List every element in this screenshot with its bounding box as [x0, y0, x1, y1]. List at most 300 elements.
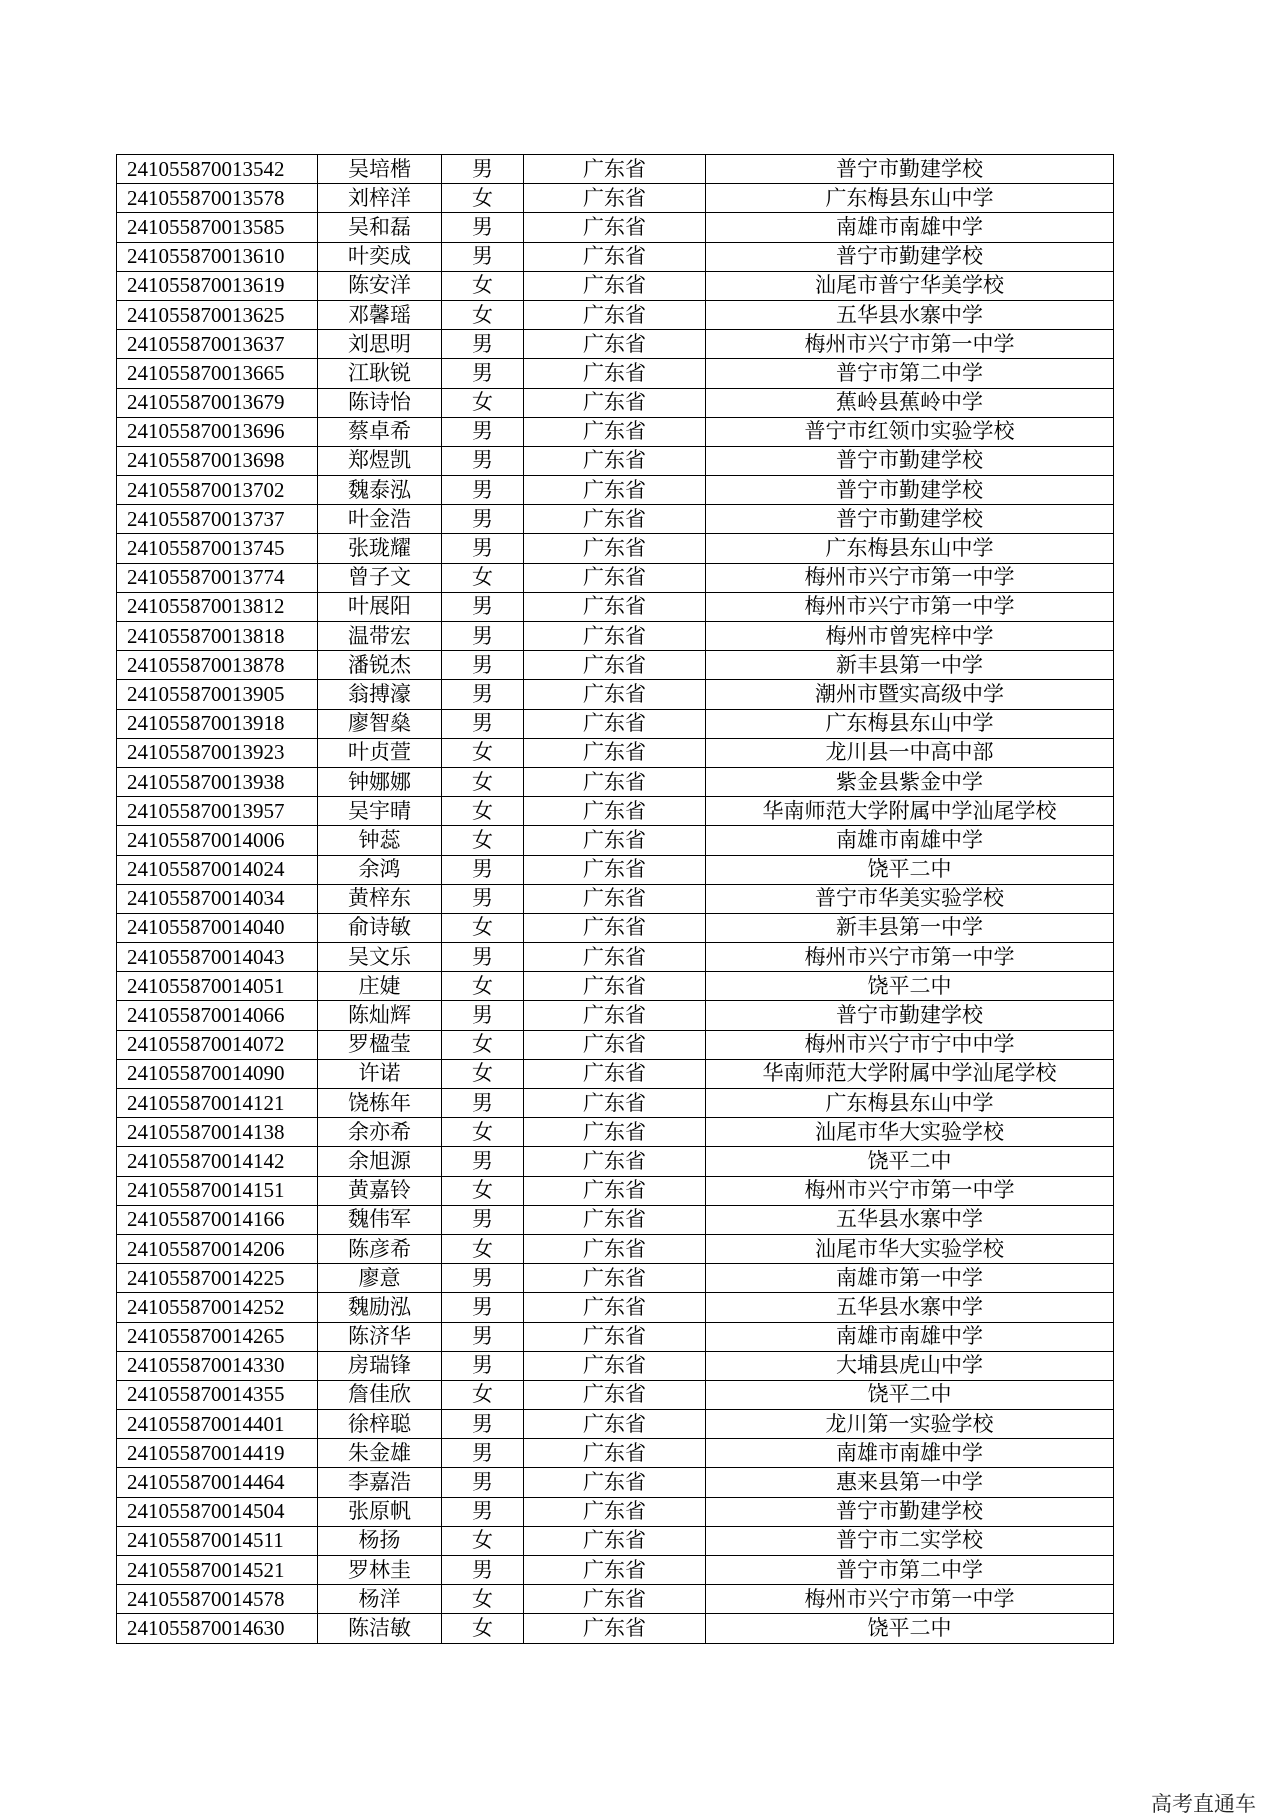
table-row: [117, 359, 1114, 388]
province-cell: 广东省: [524, 359, 706, 388]
gender-cell: 男: [442, 330, 524, 359]
candidate-id-cell: 241055870013737: [117, 505, 318, 534]
school-cell: 南雄市南雄中学: [706, 213, 1114, 242]
gender-cell: 女: [442, 738, 524, 767]
candidate-id-cell: 241055870014151: [117, 1176, 318, 1205]
candidate-id-cell: 241055870014066: [117, 1001, 318, 1030]
province-cell: 广东省: [524, 242, 706, 271]
table-row: [117, 1176, 1114, 1205]
table-row: [117, 1351, 1114, 1380]
table-row: [117, 242, 1114, 271]
province-cell: 广东省: [524, 1410, 706, 1439]
table-row: [117, 446, 1114, 475]
name-cell: 吴宇晴: [318, 797, 442, 826]
school-cell: 五华县水寨中学: [706, 1205, 1114, 1234]
table-row: [117, 1030, 1114, 1059]
candidate-id-cell: 241055870014265: [117, 1322, 318, 1351]
name-cell: 罗林圭: [318, 1556, 442, 1585]
province-cell: 广东省: [524, 1322, 706, 1351]
province-cell: 广东省: [524, 972, 706, 1001]
gender-cell: 男: [442, 622, 524, 651]
table-row: [117, 622, 1114, 651]
gender-cell: 男: [442, 1293, 524, 1322]
gender-cell: 男: [442, 884, 524, 913]
school-cell: 普宁市二实学校: [706, 1526, 1114, 1555]
candidate-id-cell: 241055870013679: [117, 388, 318, 417]
candidate-id-cell: 241055870014142: [117, 1147, 318, 1176]
table-row: [117, 155, 1114, 184]
name-cell: 余鸿: [318, 855, 442, 884]
province-cell: 广东省: [524, 388, 706, 417]
school-cell: 五华县水寨中学: [706, 300, 1114, 329]
school-cell: 梅州市兴宁市第一中学: [706, 943, 1114, 972]
province-cell: 广东省: [524, 1468, 706, 1497]
gender-cell: 女: [442, 300, 524, 329]
province-cell: 广东省: [524, 943, 706, 972]
school-cell: 普宁市华美实验学校: [706, 884, 1114, 913]
candidate-id-cell: 241055870014006: [117, 826, 318, 855]
gender-cell: 男: [442, 213, 524, 242]
candidate-id-cell: 241055870014072: [117, 1030, 318, 1059]
candidate-id-cell: 241055870013585: [117, 213, 318, 242]
name-cell: 黄梓东: [318, 884, 442, 913]
table-row: [117, 738, 1114, 767]
school-cell: 饶平二中: [706, 1380, 1114, 1409]
name-cell: 邓馨瑶: [318, 300, 442, 329]
name-cell: 张原帆: [318, 1497, 442, 1526]
gender-cell: 女: [442, 563, 524, 592]
name-cell: 江耿锐: [318, 359, 442, 388]
name-cell: 曾子文: [318, 563, 442, 592]
name-cell: 朱金雄: [318, 1439, 442, 1468]
table-row: [117, 884, 1114, 913]
name-cell: 吴培楷: [318, 155, 442, 184]
gender-cell: 女: [442, 388, 524, 417]
province-cell: 广东省: [524, 417, 706, 446]
name-cell: 叶展阳: [318, 592, 442, 621]
table-row: [117, 1585, 1114, 1614]
table-row: [117, 213, 1114, 242]
name-cell: 刘思明: [318, 330, 442, 359]
name-cell: 余亦希: [318, 1118, 442, 1147]
gender-cell: 男: [442, 943, 524, 972]
school-cell: 五华县水寨中学: [706, 1293, 1114, 1322]
name-cell: 杨洋: [318, 1585, 442, 1614]
gender-cell: 男: [442, 1439, 524, 1468]
province-cell: 广东省: [524, 884, 706, 913]
gender-cell: 男: [442, 1410, 524, 1439]
name-cell: 叶金浩: [318, 505, 442, 534]
school-cell: 汕尾市华大实验学校: [706, 1118, 1114, 1147]
gender-cell: 男: [442, 476, 524, 505]
candidate-id-cell: 241055870014206: [117, 1234, 318, 1263]
gender-cell: 男: [442, 359, 524, 388]
name-cell: 叶贞萱: [318, 738, 442, 767]
gender-cell: 女: [442, 1614, 524, 1643]
table-row: [117, 826, 1114, 855]
province-cell: 广东省: [524, 476, 706, 505]
candidate-id-cell: 241055870014630: [117, 1614, 318, 1643]
school-cell: 新丰县第一中学: [706, 913, 1114, 942]
school-cell: 梅州市曾宪梓中学: [706, 622, 1114, 651]
gender-cell: 女: [442, 1585, 524, 1614]
school-cell: 饶平二中: [706, 972, 1114, 1001]
gender-cell: 女: [442, 1234, 524, 1263]
candidate-id-cell: 241055870013918: [117, 709, 318, 738]
name-cell: 魏励泓: [318, 1293, 442, 1322]
table-row: [117, 855, 1114, 884]
school-cell: 广东梅县东山中学: [706, 709, 1114, 738]
gender-cell: 男: [442, 1322, 524, 1351]
province-cell: 广东省: [524, 1526, 706, 1555]
name-cell: 陈安洋: [318, 271, 442, 300]
province-cell: 广东省: [524, 1614, 706, 1643]
candidate-id-cell: 241055870013696: [117, 417, 318, 446]
school-cell: 梅州市兴宁市第一中学: [706, 1585, 1114, 1614]
province-cell: 广东省: [524, 1001, 706, 1030]
gender-cell: 男: [442, 505, 524, 534]
school-cell: 华南师范大学附属中学汕尾学校: [706, 1059, 1114, 1088]
province-cell: 广东省: [524, 1147, 706, 1176]
candidate-id-cell: 241055870014051: [117, 972, 318, 1001]
name-cell: 俞诗敏: [318, 913, 442, 942]
province-cell: 广东省: [524, 1118, 706, 1147]
gender-cell: 男: [442, 1556, 524, 1585]
province-cell: 广东省: [524, 826, 706, 855]
gender-cell: 女: [442, 826, 524, 855]
name-cell: 魏伟军: [318, 1205, 442, 1234]
table-row: [117, 534, 1114, 563]
gender-cell: 女: [442, 1526, 524, 1555]
name-cell: 陈洁敏: [318, 1614, 442, 1643]
table-row: [117, 1234, 1114, 1263]
school-cell: 普宁市勤建学校: [706, 476, 1114, 505]
table-row: [117, 913, 1114, 942]
province-cell: 广东省: [524, 563, 706, 592]
gender-cell: 女: [442, 797, 524, 826]
roster-body: [117, 155, 1114, 1644]
table-row: [117, 505, 1114, 534]
gender-cell: 女: [442, 1030, 524, 1059]
candidate-id-cell: 241055870014578: [117, 1585, 318, 1614]
school-cell: 龙川县一中高中部: [706, 738, 1114, 767]
school-cell: 梅州市兴宁市第一中学: [706, 1176, 1114, 1205]
province-cell: 广东省: [524, 271, 706, 300]
candidate-id-cell: 241055870013665: [117, 359, 318, 388]
candidate-id-cell: 241055870014040: [117, 913, 318, 942]
school-cell: 蕉岭县蕉岭中学: [706, 388, 1114, 417]
table-row: [117, 1147, 1114, 1176]
table-row: [117, 943, 1114, 972]
candidate-id-cell: 241055870014419: [117, 1439, 318, 1468]
table-row: [117, 330, 1114, 359]
table-row: [117, 1118, 1114, 1147]
name-cell: 饶栋年: [318, 1089, 442, 1118]
name-cell: 詹佳欣: [318, 1380, 442, 1409]
candidate-id-cell: 241055870014024: [117, 855, 318, 884]
candidate-id-cell: 241055870013698: [117, 446, 318, 475]
province-cell: 广东省: [524, 1380, 706, 1409]
name-cell: 李嘉浩: [318, 1468, 442, 1497]
school-cell: 普宁市红领巾实验学校: [706, 417, 1114, 446]
gender-cell: 男: [442, 1205, 524, 1234]
candidate-id-cell: 241055870014521: [117, 1556, 318, 1585]
table-row: [117, 1497, 1114, 1526]
gender-cell: 女: [442, 1059, 524, 1088]
school-cell: 龙川第一实验学校: [706, 1410, 1114, 1439]
name-cell: 钟蕊: [318, 826, 442, 855]
school-cell: 梅州市兴宁市第一中学: [706, 563, 1114, 592]
school-cell: 梅州市兴宁市第一中学: [706, 330, 1114, 359]
school-cell: 普宁市第二中学: [706, 1556, 1114, 1585]
name-cell: 罗楹莹: [318, 1030, 442, 1059]
name-cell: 余旭源: [318, 1147, 442, 1176]
name-cell: 许诺: [318, 1059, 442, 1088]
province-cell: 广东省: [524, 592, 706, 621]
table-row: [117, 1322, 1114, 1351]
table-row: [117, 388, 1114, 417]
gender-cell: 女: [442, 913, 524, 942]
gender-cell: 女: [442, 184, 524, 213]
table-row: [117, 1556, 1114, 1585]
province-cell: 广东省: [524, 855, 706, 884]
table-row: [117, 1059, 1114, 1088]
school-cell: 普宁市勤建学校: [706, 1001, 1114, 1030]
school-cell: 饶平二中: [706, 1614, 1114, 1643]
school-cell: 新丰县第一中学: [706, 651, 1114, 680]
province-cell: 广东省: [524, 1585, 706, 1614]
table-row: [117, 1380, 1114, 1409]
name-cell: 房瑞锋: [318, 1351, 442, 1380]
province-cell: 广东省: [524, 1030, 706, 1059]
candidate-id-cell: 241055870014330: [117, 1351, 318, 1380]
school-cell: 大埔县虎山中学: [706, 1351, 1114, 1380]
table-row: [117, 476, 1114, 505]
table-row: [117, 709, 1114, 738]
gender-cell: 男: [442, 651, 524, 680]
table-row: [117, 1526, 1114, 1555]
school-cell: 饶平二中: [706, 1147, 1114, 1176]
table-row: [117, 300, 1114, 329]
name-cell: 廖智燊: [318, 709, 442, 738]
school-cell: 梅州市兴宁市宁中中学: [706, 1030, 1114, 1059]
candidate-id-cell: 241055870013637: [117, 330, 318, 359]
table-row: [117, 1468, 1114, 1497]
name-cell: 魏泰泓: [318, 476, 442, 505]
school-cell: 南雄市南雄中学: [706, 1439, 1114, 1468]
table-row: [117, 1614, 1114, 1643]
school-cell: 惠来县第一中学: [706, 1468, 1114, 1497]
province-cell: 广东省: [524, 1176, 706, 1205]
province-cell: 广东省: [524, 1556, 706, 1585]
table-row: [117, 767, 1114, 796]
candidate-id-cell: 241055870013774: [117, 563, 318, 592]
table-row: [117, 1439, 1114, 1468]
candidate-id-cell: 241055870013878: [117, 651, 318, 680]
candidate-id-cell: 241055870014464: [117, 1468, 318, 1497]
candidate-id-cell: 241055870014355: [117, 1380, 318, 1409]
province-cell: 广东省: [524, 622, 706, 651]
name-cell: 钟娜娜: [318, 767, 442, 796]
table-row: [117, 1264, 1114, 1293]
school-cell: 广东梅县东山中学: [706, 1089, 1114, 1118]
province-cell: 广东省: [524, 330, 706, 359]
province-cell: 广东省: [524, 1089, 706, 1118]
school-cell: 广东梅县东山中学: [706, 534, 1114, 563]
table-row: [117, 1410, 1114, 1439]
school-cell: 紫金县紫金中学: [706, 767, 1114, 796]
school-cell: 汕尾市普宁华美学校: [706, 271, 1114, 300]
name-cell: 翁搏濠: [318, 680, 442, 709]
table-row: [117, 563, 1114, 592]
name-cell: 徐梓聪: [318, 1410, 442, 1439]
candidate-id-cell: 241055870014504: [117, 1497, 318, 1526]
watermark-text: 高考直通车: [1151, 1792, 1256, 1816]
name-cell: 庄婕: [318, 972, 442, 1001]
school-cell: 潮州市暨实高级中学: [706, 680, 1114, 709]
name-cell: 潘锐杰: [318, 651, 442, 680]
gender-cell: 女: [442, 271, 524, 300]
gender-cell: 男: [442, 680, 524, 709]
table-row: [117, 184, 1114, 213]
school-cell: 普宁市勤建学校: [706, 1497, 1114, 1526]
gender-cell: 女: [442, 767, 524, 796]
province-cell: 广东省: [524, 155, 706, 184]
candidate-id-cell: 241055870014166: [117, 1205, 318, 1234]
school-cell: 梅州市兴宁市第一中学: [706, 592, 1114, 621]
name-cell: 叶奕成: [318, 242, 442, 271]
candidate-id-cell: 241055870014252: [117, 1293, 318, 1322]
province-cell: 广东省: [524, 680, 706, 709]
province-cell: 广东省: [524, 1264, 706, 1293]
province-cell: 广东省: [524, 651, 706, 680]
table-row: [117, 651, 1114, 680]
school-cell: 南雄市第一中学: [706, 1264, 1114, 1293]
name-cell: 吴和磊: [318, 213, 442, 242]
candidate-id-cell: 241055870014090: [117, 1059, 318, 1088]
admission-roster-table: [116, 154, 1114, 1644]
name-cell: 温带宏: [318, 622, 442, 651]
school-cell: 广东梅县东山中学: [706, 184, 1114, 213]
province-cell: 广东省: [524, 1293, 706, 1322]
province-cell: 广东省: [524, 738, 706, 767]
gender-cell: 男: [442, 1468, 524, 1497]
school-cell: 南雄市南雄中学: [706, 826, 1114, 855]
school-cell: 普宁市第二中学: [706, 359, 1114, 388]
gender-cell: 男: [442, 1089, 524, 1118]
name-cell: 蔡卓希: [318, 417, 442, 446]
gender-cell: 男: [442, 1264, 524, 1293]
gender-cell: 男: [442, 709, 524, 738]
gender-cell: 男: [442, 446, 524, 475]
gender-cell: 男: [442, 534, 524, 563]
province-cell: 广东省: [524, 446, 706, 475]
school-cell: 普宁市勤建学校: [706, 505, 1114, 534]
school-cell: 普宁市勤建学校: [706, 155, 1114, 184]
gender-cell: 男: [442, 1497, 524, 1526]
candidate-id-cell: 241055870013578: [117, 184, 318, 213]
province-cell: 广东省: [524, 505, 706, 534]
gender-cell: 男: [442, 1351, 524, 1380]
candidate-id-cell: 241055870013702: [117, 476, 318, 505]
school-cell: 华南师范大学附属中学汕尾学校: [706, 797, 1114, 826]
gender-cell: 男: [442, 1001, 524, 1030]
candidate-id-cell: 241055870014225: [117, 1264, 318, 1293]
candidate-id-cell: 241055870013745: [117, 534, 318, 563]
school-cell: 饶平二中: [706, 855, 1114, 884]
candidate-id-cell: 241055870013818: [117, 622, 318, 651]
candidate-id-cell: 241055870014043: [117, 943, 318, 972]
table-row: [117, 1293, 1114, 1322]
province-cell: 广东省: [524, 213, 706, 242]
gender-cell: 女: [442, 1176, 524, 1205]
school-cell: 汕尾市华大实验学校: [706, 1234, 1114, 1263]
candidate-id-cell: 241055870013610: [117, 242, 318, 271]
candidate-id-cell: 241055870014401: [117, 1410, 318, 1439]
name-cell: 杨扬: [318, 1526, 442, 1555]
table-row: [117, 592, 1114, 621]
candidate-id-cell: 241055870013542: [117, 155, 318, 184]
gender-cell: 男: [442, 855, 524, 884]
province-cell: 广东省: [524, 1234, 706, 1263]
province-cell: 广东省: [524, 1497, 706, 1526]
candidate-id-cell: 241055870013812: [117, 592, 318, 621]
name-cell: 陈济华: [318, 1322, 442, 1351]
school-cell: 南雄市南雄中学: [706, 1322, 1114, 1351]
name-cell: 陈彦希: [318, 1234, 442, 1263]
candidate-id-cell: 241055870013905: [117, 680, 318, 709]
school-cell: 普宁市勤建学校: [706, 446, 1114, 475]
province-cell: 广东省: [524, 300, 706, 329]
candidate-id-cell: 241055870014121: [117, 1089, 318, 1118]
province-cell: 广东省: [524, 913, 706, 942]
gender-cell: 女: [442, 972, 524, 1001]
name-cell: 廖意: [318, 1264, 442, 1293]
table-row: [117, 797, 1114, 826]
candidate-id-cell: 241055870013957: [117, 797, 318, 826]
province-cell: 广东省: [524, 1059, 706, 1088]
table-row: [117, 1001, 1114, 1030]
province-cell: 广东省: [524, 1439, 706, 1468]
name-cell: 吴文乐: [318, 943, 442, 972]
table-row: [117, 271, 1114, 300]
province-cell: 广东省: [524, 534, 706, 563]
gender-cell: 男: [442, 592, 524, 621]
gender-cell: 男: [442, 155, 524, 184]
province-cell: 广东省: [524, 767, 706, 796]
candidate-id-cell: 241055870013625: [117, 300, 318, 329]
province-cell: 广东省: [524, 1351, 706, 1380]
name-cell: 陈灿辉: [318, 1001, 442, 1030]
province-cell: 广东省: [524, 184, 706, 213]
candidate-id-cell: 241055870014511: [117, 1526, 318, 1555]
table-row: [117, 680, 1114, 709]
table-row: [117, 972, 1114, 1001]
table-row: [117, 1205, 1114, 1234]
province-cell: 广东省: [524, 709, 706, 738]
candidate-id-cell: 241055870014034: [117, 884, 318, 913]
candidate-id-cell: 241055870014138: [117, 1118, 318, 1147]
candidate-id-cell: 241055870013619: [117, 271, 318, 300]
table-row: [117, 1089, 1114, 1118]
name-cell: 郑煜凯: [318, 446, 442, 475]
name-cell: 黄嘉铃: [318, 1176, 442, 1205]
gender-cell: 女: [442, 1118, 524, 1147]
table-row: [117, 417, 1114, 446]
province-cell: 广东省: [524, 797, 706, 826]
province-cell: 广东省: [524, 1205, 706, 1234]
name-cell: 陈诗怡: [318, 388, 442, 417]
